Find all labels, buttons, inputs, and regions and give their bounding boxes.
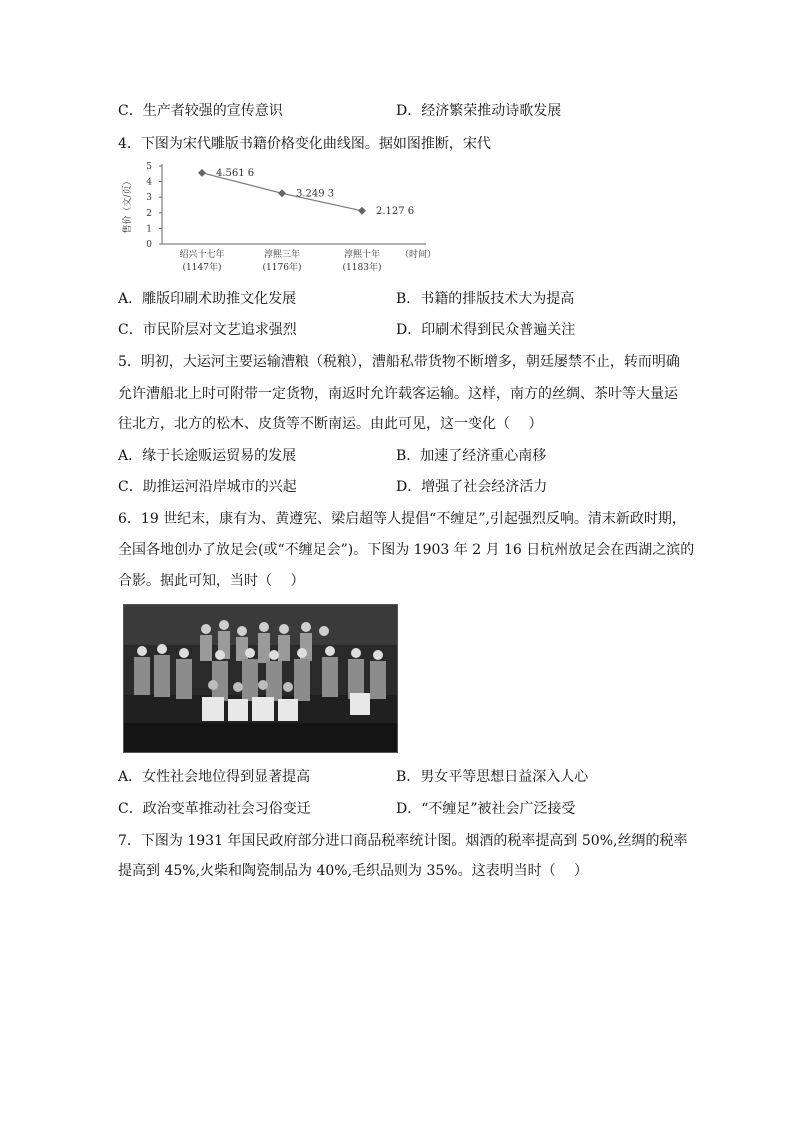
chart-x-axis-label: （时间） [400,250,437,260]
chart-data-label: 2.127 6 [376,205,415,217]
q7-stem-line1: 7．下图为 1931 年国民政府部分进口商品税率统计图。烟酒的税率提高到 50%,丝绸的税率 [118,833,688,849]
q5-option-b: B．加速了经济重心南移 [396,448,547,464]
chart-y-tick-label: 4 [146,177,152,188]
chart-x-tick-label: 绍兴十七年 [179,250,225,260]
q6-stem-line2: 全国各地创办了放足会(或“不缠足会”)。下图为 1903 年 2 月 16 日杭州放足会在西湖之滨的 [118,542,695,558]
chart-x-tick-label: (1147年) [182,263,222,273]
q6-option-b: B．男女平等思想日益深入人心 [396,769,589,785]
chart-x-tick-label: (1176年) [262,263,302,273]
q6-option-a: A．女性社会地位得到显著提高 [118,769,311,785]
q4-option-c: C．市民阶层对文艺追求强烈 [118,322,297,338]
q5-stem-line2: 允许漕船北上时可附带一定货物，南返时允许载客运输。这样，南方的丝绸、茶叶等大量运 [118,386,678,402]
chart-data-label: 3.249 3 [296,188,335,200]
chart-x-tick-label: 淳熙三年 [263,250,301,260]
q4-option-a: A．雕版印刷术助推文化发展 [118,291,297,307]
q4-option-b: B．书籍的排版技术大为提高 [396,291,575,307]
q6-option-c: C．政治变革推动社会习俗变迁 [118,801,311,817]
chart-x-tick-label: (1183年) [342,263,382,273]
q6-stem-line3: 合影。据此可知，当时（ ） [118,573,305,589]
group-photo [123,604,398,753]
q6-stem-line1: 6．19 世纪末，康有为、黄遵宪、梁启超等人提倡“不缠足”,引起强烈反响。清末新政时期， [118,511,686,527]
q4-option-d: D．印刷术得到民众普遍关注 [396,322,576,338]
q3-option-d: D．经济繁荣推动诗歌发展 [396,103,562,119]
chart-y-axis-label: 售价（文/页） [123,176,133,234]
chart-data-label: 4.561 6 [216,167,255,179]
chart-x-tick-label: 淳熙十年 [343,250,381,260]
q5-stem-line3: 往北方，北方的松木、皮货等不断南运。由此可见，这一变化（ ） [118,416,543,432]
chart-point-marker [198,169,206,177]
chart-x-labels [179,248,381,273]
q5-stem-line1: 5．明初，大运河主要运输漕粮（税粮），漕船私带货物不断增多，朝廷屡禁不止，转而明确 [118,354,680,370]
q5-option-a: A．缘于长途贩运贸易的发展 [118,448,297,464]
q4-stem: 4．下图为宋代雕版书籍价格变化曲线图。据如图推断，宋代 [118,136,491,152]
chart-y-tick-label: 0 [146,240,152,250]
chart-y-tick-label: 3 [146,193,152,204]
chart-point-marker [358,207,366,215]
q3-option-c: C．生产者较强的宣传意识 [118,103,283,119]
chart-y-ticks [146,162,162,250]
chart-point-marker [278,189,286,197]
q5-option-d: D．增强了社会经济活力 [396,479,548,495]
q7-stem-line2: 提高到 45%,火柴和陶瓷制品为 40%,毛织品则为 35%。这表明当时（ ） [118,863,589,879]
chart-y-tick-label: 5 [146,162,152,172]
q5-option-c: C．助推运河沿岸城市的兴起 [118,479,297,495]
price-line-chart [118,158,448,280]
q6-option-d: D．“不缠足”被社会广泛接受 [396,801,576,817]
chart-y-tick-label: 1 [146,224,152,235]
chart-y-tick-label: 2 [146,208,152,219]
chart-data-labels [216,168,414,217]
